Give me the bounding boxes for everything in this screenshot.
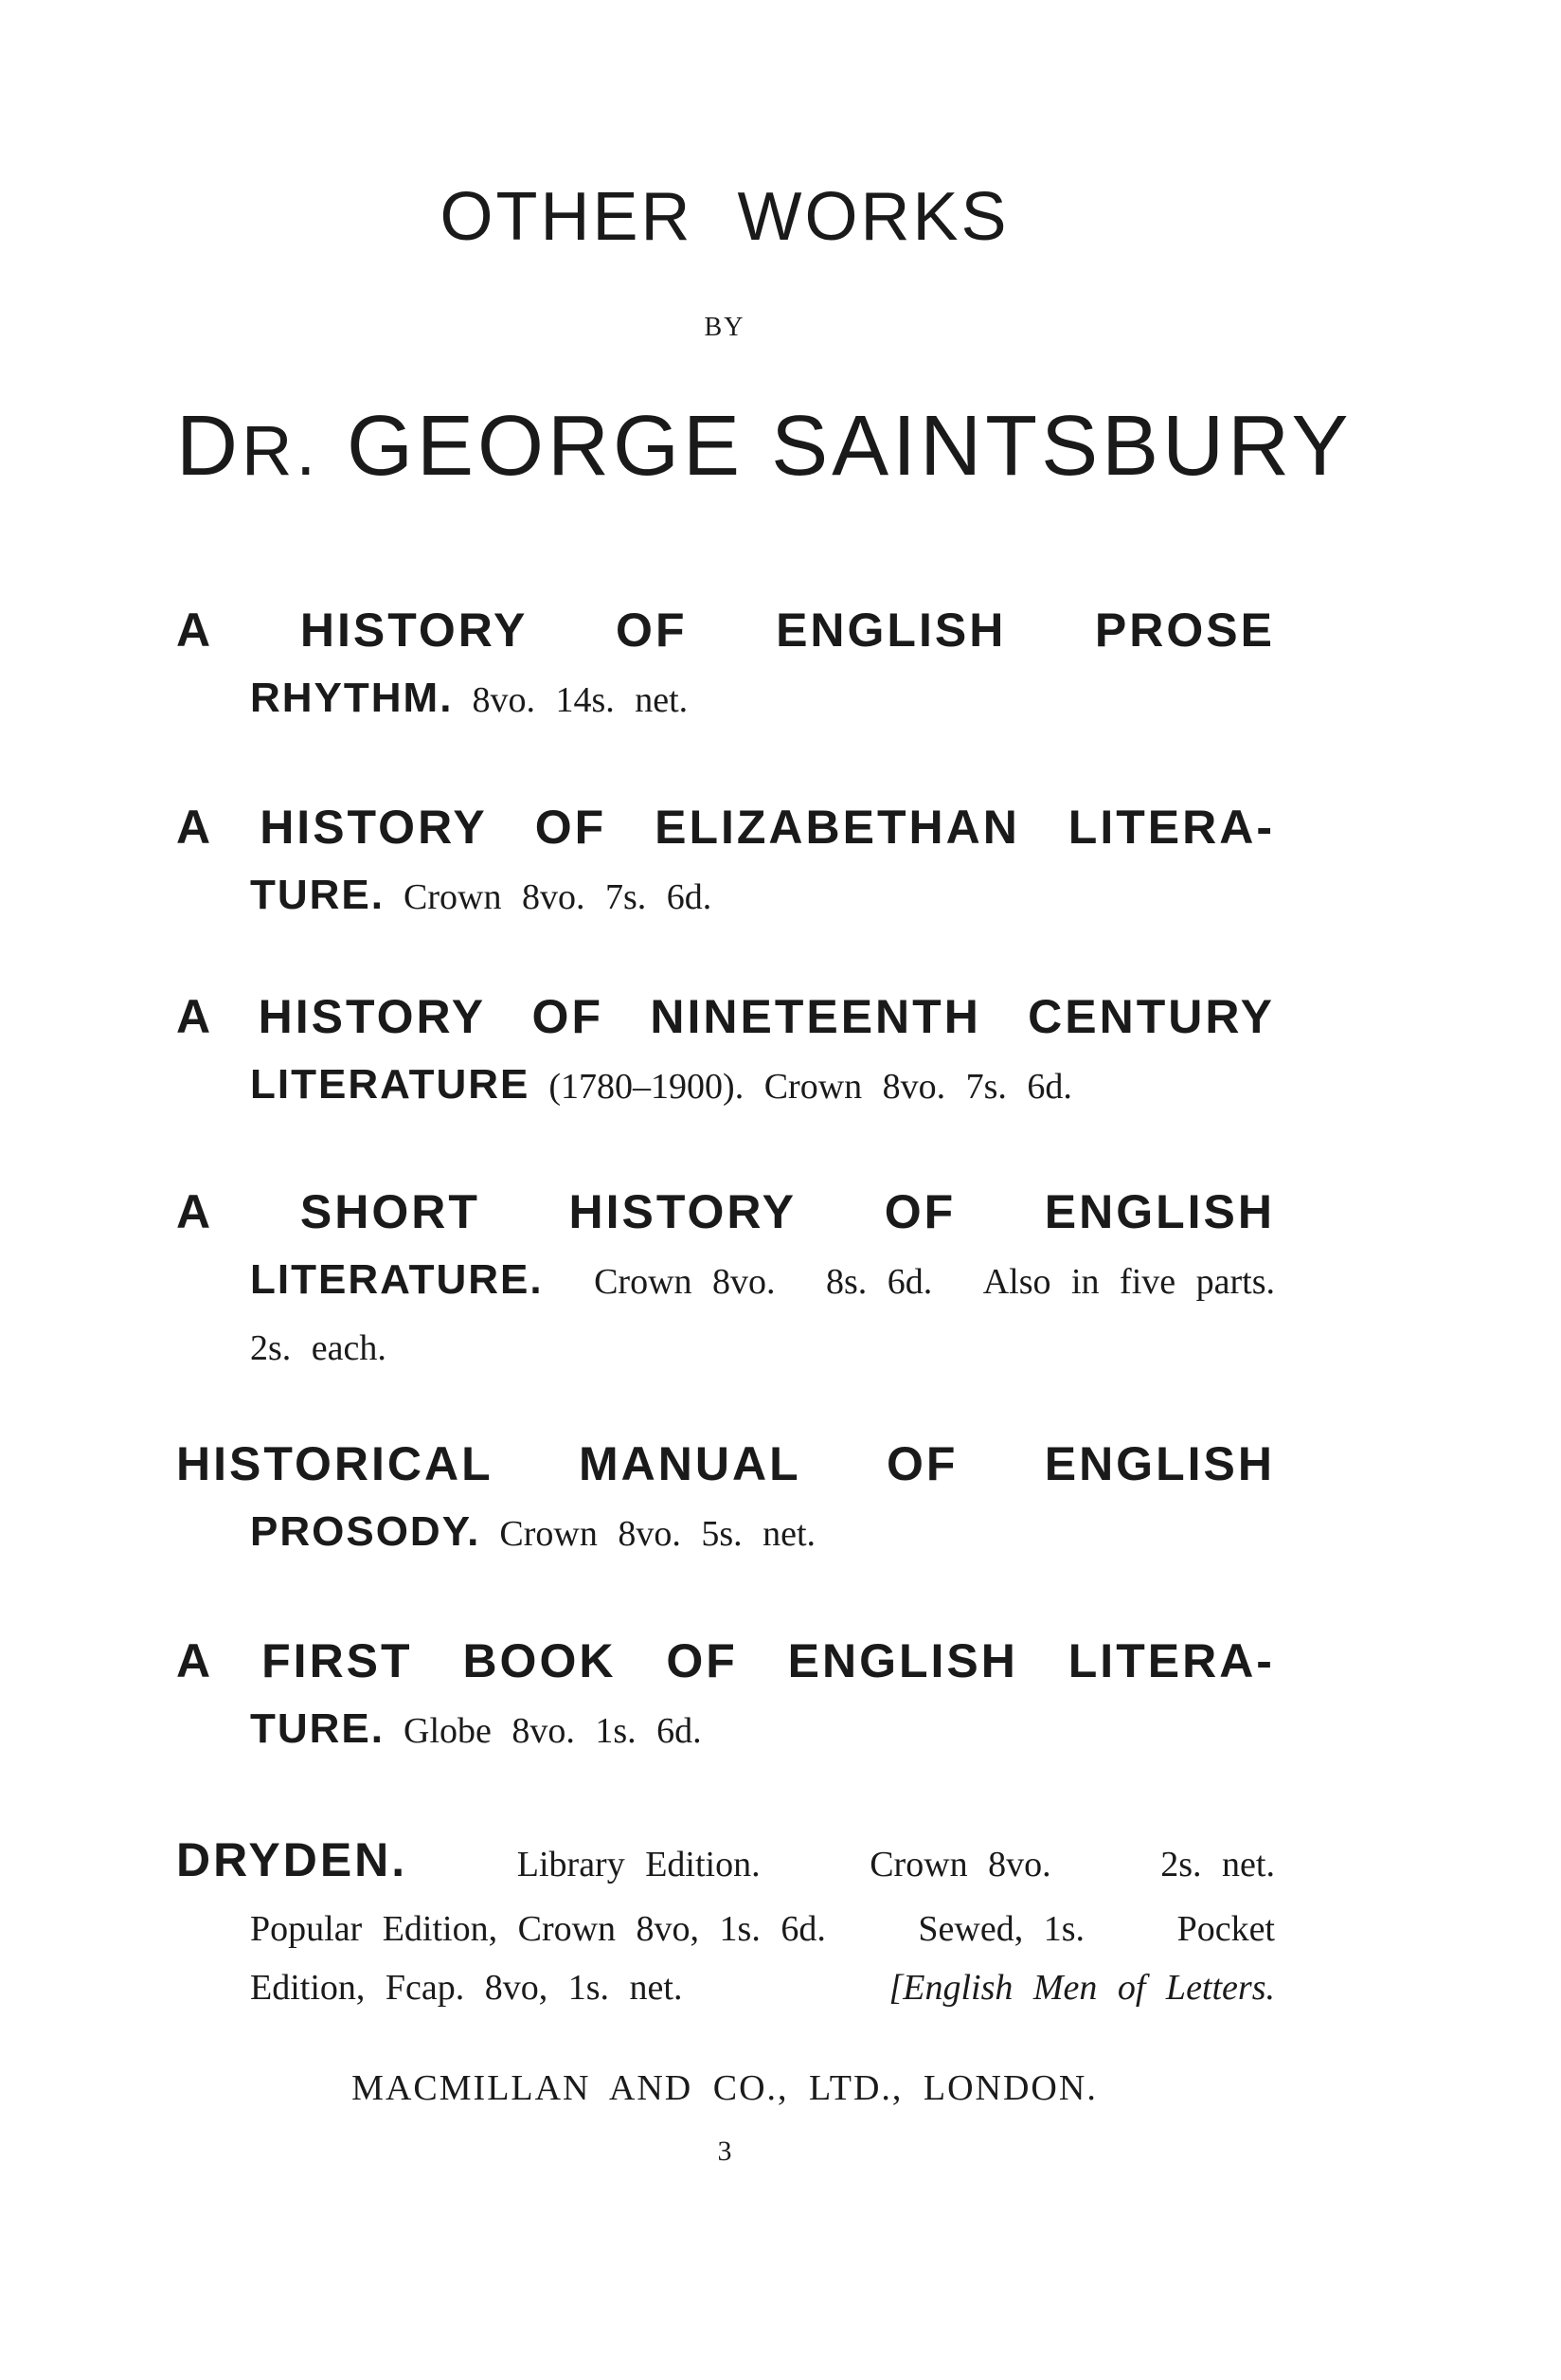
book-entry [176, 595, 1275, 741]
book-title: A HISTORY OF ENGLISH PROSE [176, 604, 1275, 657]
book-details-continued: Edition, Fcap. 8vo, 1s. net. [English Men of Letters. [250, 1968, 1275, 2008]
publisher-imprint: MACMILLAN AND CO., LTD., LONDON. [351, 2068, 1098, 2108]
book-title: A FIRST BOOK OF ENGLISH LITERA- [176, 1634, 1275, 1687]
book-details-continued: 2s. each. [250, 1328, 386, 1368]
book-title: A HISTORY OF ELIZABETHAN LITERA- [176, 801, 1275, 854]
book-entry [176, 792, 1275, 938]
page-number: 3 [717, 2136, 732, 2167]
book-details: LITERATURE. Crown 8vo. 8s. 6d. Also in five parts. [250, 1256, 1275, 1303]
book-details: PROSODY. Crown 8vo. 5s. net. [250, 1508, 816, 1555]
book-entry [176, 1177, 1275, 1389]
book-details: LITERATURE (1780–1900). Crown 8vo. 7s. 6d. [250, 1061, 1072, 1108]
author-surname: GEORGE SAINTSBURY [319, 399, 1353, 494]
book-details: Popular Edition, Crown 8vo, 1s. 6d. Sewed, 1s. Pocket [250, 1909, 1275, 1949]
by-label: BY [704, 313, 745, 342]
page-heading: OTHER WORKS [440, 179, 1010, 255]
book-entry-dryden [176, 1825, 1275, 2017]
book-title: DRYDEN. Library Edition. Crown 8vo. 2s. net. [176, 1833, 1275, 1886]
book-entry [176, 1429, 1275, 1575]
author-title-suffix: R. [242, 411, 319, 490]
book-title: A SHORT HISTORY OF ENGLISH [176, 1185, 1275, 1238]
book-title: A HISTORY OF NINETEENTH CENTURY [176, 990, 1275, 1043]
book-title: HISTORICAL MANUAL OF ENGLISH [176, 1437, 1275, 1490]
author-initial: D [176, 399, 242, 494]
book-entry [176, 982, 1275, 1127]
book-details: TURE. Crown 8vo. 7s. 6d. [250, 872, 712, 918]
author-name [176, 398, 1353, 496]
book-details: RHYTHM. 8vo. 14s. net. [250, 675, 689, 721]
book-entry [176, 1626, 1275, 1772]
book-details: TURE. Globe 8vo. 1s. 6d. [250, 1705, 702, 1752]
